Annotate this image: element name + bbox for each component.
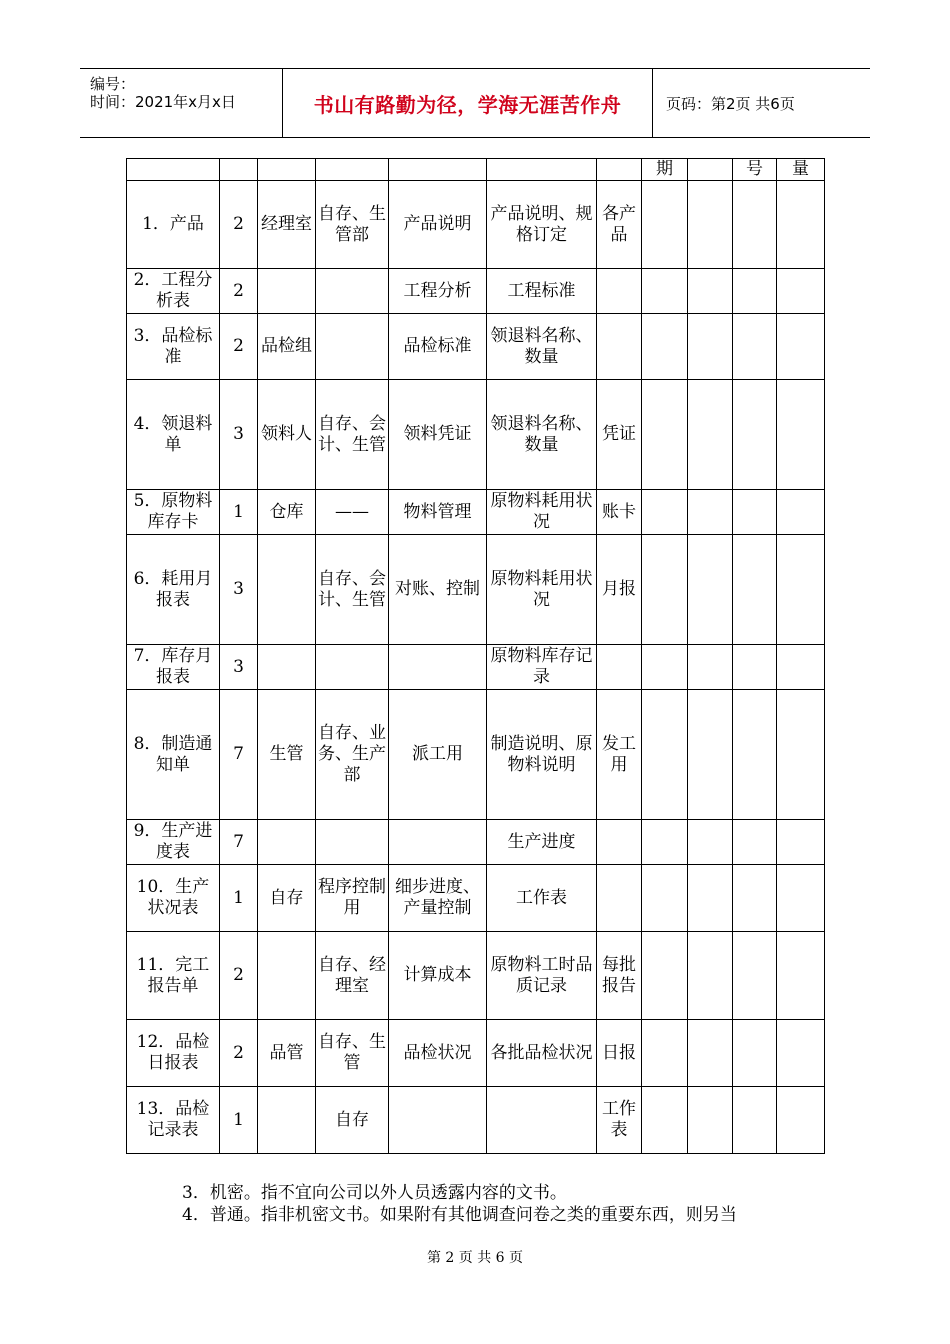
cell-dest [316, 181, 389, 269]
cell-empty [733, 269, 777, 314]
cell-purpose [389, 932, 487, 1020]
cell-empty [688, 932, 733, 1020]
header-page-label: 页码：第2页 共6页 [666, 94, 795, 113]
cell-text: 2 [233, 965, 244, 985]
cell-text: 日报 [602, 1042, 636, 1063]
cell-owner [258, 865, 316, 932]
cell-text: 原物料工时品质记录 [490, 954, 593, 996]
cell-name [127, 865, 220, 932]
cell-owner [258, 1020, 316, 1087]
cell-empty [777, 380, 825, 490]
cell-empty [777, 1087, 825, 1154]
cell-empty [733, 380, 777, 490]
cell-text: 12．品检日报表 [136, 1032, 210, 1073]
cell-text: 2．工程分析表 [133, 270, 213, 311]
cell-text: 自存、会计、生管 [318, 568, 386, 610]
number-label: 编号： [90, 75, 136, 93]
cell-empty [733, 932, 777, 1020]
header-meta [80, 69, 283, 137]
cell-text: 10．生产状况表 [136, 877, 210, 918]
cell-empty [688, 865, 733, 932]
cell-remark [597, 269, 642, 314]
cell-count [220, 690, 258, 820]
cell-name [127, 932, 220, 1020]
table-row [127, 690, 825, 820]
cell-text: 2 [233, 214, 244, 234]
cell-purpose [389, 380, 487, 490]
cell-content [487, 932, 597, 1020]
table-row [127, 380, 825, 490]
cell-text: 品检标准 [403, 336, 472, 356]
cell-count [220, 380, 258, 490]
table-row [127, 932, 825, 1020]
cell-empty [688, 535, 733, 645]
cell-empty [642, 645, 688, 690]
cell-dest [316, 314, 389, 380]
cell-name [127, 314, 220, 380]
cell-empty [733, 1087, 777, 1154]
cell-dest [316, 380, 389, 490]
cell-content [487, 380, 597, 490]
cell-text: 2 [233, 1042, 244, 1063]
table-row [127, 645, 825, 690]
header-cell [258, 159, 316, 181]
cell-text: 各产品 [602, 203, 636, 245]
cell-empty [688, 181, 733, 269]
cell-content [487, 820, 597, 865]
cell-text: 自存 [269, 887, 304, 908]
cell-text: 发工用 [602, 733, 636, 775]
cell-empty [688, 1087, 733, 1154]
cell-text: 品检组 [261, 336, 312, 356]
page-header [80, 68, 870, 138]
cell-text: 工作表 [516, 887, 567, 908]
cell-name [127, 820, 220, 865]
cell-purpose [389, 269, 487, 314]
cell-name [127, 535, 220, 645]
cell-content [487, 269, 597, 314]
cell-empty [642, 490, 688, 535]
cell-content [487, 1087, 597, 1154]
cell-text: 品管 [269, 1042, 304, 1063]
cell-name [127, 690, 220, 820]
cell-empty [733, 690, 777, 820]
cell-text: 仓库 [269, 501, 304, 522]
cell-text: 11．完工报告单 [136, 954, 210, 996]
cell-empty [642, 181, 688, 269]
cell-name [127, 1087, 220, 1154]
cell-text: 3 [233, 579, 244, 599]
cell-owner [258, 380, 316, 490]
cell-content [487, 865, 597, 932]
cell-remark [597, 181, 642, 269]
header-cell [487, 159, 597, 181]
cell-empty [733, 314, 777, 380]
cell-text: 8．制造通知单 [133, 733, 213, 775]
cell-empty [733, 1020, 777, 1087]
cell-name [127, 645, 220, 690]
cell-empty [642, 932, 688, 1020]
cell-empty [777, 645, 825, 690]
cell-empty [688, 645, 733, 690]
cell-text: 2 [233, 280, 244, 301]
paragraph-ordinary: 4．普通。指非机密文书。如果附有其他调查问卷之类的重要东西，则另当 [182, 1205, 737, 1225]
cell-empty [733, 181, 777, 269]
cell-content [487, 181, 597, 269]
cell-text: 1 [233, 501, 244, 522]
cell-empty [688, 380, 733, 490]
cell-owner [258, 932, 316, 1020]
cell-remark [597, 314, 642, 380]
cell-empty [777, 932, 825, 1020]
cell-text: 自存、生管 [318, 1032, 386, 1073]
cell-empty [777, 865, 825, 932]
table-row [127, 820, 825, 865]
cell-name [127, 181, 220, 269]
cell-remark [597, 535, 642, 645]
cell-text: 2 [233, 336, 244, 356]
header-cell [389, 159, 487, 181]
header-cell: 期 [642, 159, 688, 181]
cell-content [487, 690, 597, 820]
cell-text: —— [335, 501, 369, 522]
cell-dest [316, 690, 389, 820]
cell-text: 1 [233, 1109, 244, 1130]
cell-text: 程序控制用 [318, 877, 386, 918]
cell-content [487, 535, 597, 645]
cell-empty [688, 269, 733, 314]
cell-purpose [389, 1020, 487, 1087]
table-row [127, 181, 825, 269]
cell-text: 原物料耗用状况 [490, 491, 593, 532]
cell-content [487, 490, 597, 535]
cell-count [220, 1020, 258, 1087]
cell-remark [597, 820, 642, 865]
header-cell [597, 159, 642, 181]
cell-count [220, 865, 258, 932]
cell-purpose [389, 645, 487, 690]
paragraph-confidential: 3．机密。指不宜向公司以外人员透露内容的文书。 [182, 1183, 567, 1203]
cell-empty [642, 535, 688, 645]
header-cell [127, 159, 220, 181]
cell-text: 7 [233, 744, 244, 764]
cell-empty [733, 645, 777, 690]
cell-text: 月报 [602, 579, 636, 599]
cell-owner [258, 314, 316, 380]
cell-owner [258, 535, 316, 645]
cell-text: 制造说明、原物料说明 [490, 733, 593, 775]
cell-empty [777, 535, 825, 645]
cell-text: 4．领退料单 [133, 413, 213, 455]
cell-empty [777, 690, 825, 820]
cell-text: 1．产品 [142, 214, 204, 234]
cell-empty [642, 269, 688, 314]
date-label: 时间：2021年x月x日 [90, 93, 236, 111]
table-row [127, 314, 825, 380]
cell-owner [258, 269, 316, 314]
cell-text: 原物料耗用状况 [490, 568, 593, 610]
cell-purpose [389, 535, 487, 645]
cell-text: 各批品检状况 [490, 1042, 593, 1063]
cell-owner [258, 645, 316, 690]
cell-name [127, 1020, 220, 1087]
cell-content [487, 645, 597, 690]
cell-empty [688, 820, 733, 865]
cell-owner [258, 181, 316, 269]
cell-count [220, 1087, 258, 1154]
cell-remark [597, 865, 642, 932]
cell-empty [642, 865, 688, 932]
cell-empty [642, 314, 688, 380]
cell-count [220, 314, 258, 380]
cell-empty [777, 269, 825, 314]
cell-empty [777, 181, 825, 269]
cell-dest [316, 1020, 389, 1087]
cell-text: 派工用 [412, 744, 463, 764]
table-row [127, 490, 825, 535]
cell-text: 原物料库存记录 [490, 646, 593, 687]
cell-remark [597, 490, 642, 535]
cell-count [220, 269, 258, 314]
cell-count [220, 932, 258, 1020]
cell-empty [733, 865, 777, 932]
table-row [127, 1020, 825, 1087]
cell-text: 生管 [269, 744, 304, 764]
cell-empty [777, 490, 825, 535]
cell-purpose [389, 865, 487, 932]
cell-text: 3 [233, 656, 244, 677]
cell-text: 5．原物料库存卡 [133, 491, 213, 532]
cell-dest [316, 535, 389, 645]
cell-owner [258, 690, 316, 820]
cell-text: 自存 [335, 1109, 369, 1130]
cell-empty [642, 820, 688, 865]
cell-text: 领退料名称、数量 [490, 325, 593, 367]
cell-dest [316, 865, 389, 932]
header-cell: 号 [733, 159, 777, 181]
cell-purpose [389, 181, 487, 269]
cell-count [220, 490, 258, 535]
cell-text: 自存、会计、生管 [318, 413, 386, 455]
cell-empty [642, 1087, 688, 1154]
cell-text: 生产进度 [507, 831, 576, 852]
cell-text: 自存、业务、生产部 [318, 723, 386, 785]
header-cell: 量 [777, 159, 825, 181]
cell-count [220, 535, 258, 645]
cell-text: 计算成本 [403, 965, 472, 985]
cell-text: 工作表 [602, 1099, 636, 1140]
cell-name [127, 269, 220, 314]
cell-text: 领退料名称、数量 [490, 413, 593, 455]
cell-remark [597, 690, 642, 820]
cell-empty [733, 490, 777, 535]
cell-text: 领料凭证 [403, 424, 472, 444]
cell-text: 产品说明 [403, 214, 472, 234]
cell-text: 物料管理 [403, 501, 472, 522]
table-header-row [127, 159, 825, 181]
cell-purpose [389, 820, 487, 865]
cell-purpose [389, 490, 487, 535]
cell-text: 工程分析 [403, 280, 472, 301]
cell-remark [597, 1020, 642, 1087]
cell-owner [258, 490, 316, 535]
cell-empty [642, 380, 688, 490]
cell-text: 对账、控制 [395, 579, 480, 599]
cell-dest [316, 1087, 389, 1154]
cell-text: 领料人 [261, 424, 312, 444]
cell-dest [316, 932, 389, 1020]
cell-text: 账卡 [602, 501, 636, 522]
cell-text: 1 [233, 887, 244, 908]
cell-content [487, 1020, 597, 1087]
header-motto: 书山有路勤为径，学海无涯苦作舟 [283, 69, 653, 137]
page-footer: 第 2 页 共 6 页 [426, 1250, 524, 1266]
cell-empty [777, 314, 825, 380]
table-row [127, 865, 825, 932]
cell-purpose [389, 690, 487, 820]
cell-count [220, 820, 258, 865]
cell-text: 3．品检标准 [133, 325, 213, 367]
cell-text: 经理室 [261, 214, 312, 234]
cell-text: 9．生产进度表 [133, 821, 213, 862]
cell-name [127, 490, 220, 535]
cell-empty [777, 1020, 825, 1087]
cell-dest [316, 269, 389, 314]
cell-dest [316, 490, 389, 535]
cell-text: 3 [233, 424, 244, 444]
cell-text: 细步进度、产量控制 [395, 877, 480, 918]
cell-dest [316, 645, 389, 690]
cell-empty [688, 314, 733, 380]
cell-remark [597, 1087, 642, 1154]
cell-text: 产品说明、规格订定 [490, 203, 593, 245]
cell-count [220, 181, 258, 269]
cell-text: 自存、经理室 [318, 954, 386, 996]
table-row [127, 269, 825, 314]
cell-remark [597, 645, 642, 690]
cell-text: 凭证 [602, 424, 636, 444]
cell-empty [688, 490, 733, 535]
cell-empty [777, 820, 825, 865]
cell-owner [258, 820, 316, 865]
cell-name [127, 380, 220, 490]
cell-text: 品检状况 [403, 1042, 472, 1063]
document-table [126, 158, 825, 1154]
table-row [127, 1087, 825, 1154]
cell-owner [258, 1087, 316, 1154]
cell-text: 自存、生管部 [318, 203, 386, 245]
header-cell [688, 159, 733, 181]
header-cell [220, 159, 258, 181]
cell-text: 工程标准 [507, 280, 576, 301]
cell-empty [642, 690, 688, 820]
cell-count [220, 645, 258, 690]
cell-text: 13．品检记录表 [136, 1099, 210, 1140]
cell-text: 每批报告 [602, 954, 636, 996]
cell-text: 6．耗用月报表 [133, 568, 213, 610]
cell-purpose [389, 314, 487, 380]
cell-text: 7 [233, 831, 244, 852]
header-cell [316, 159, 389, 181]
cell-empty [733, 820, 777, 865]
cell-remark [597, 932, 642, 1020]
cell-dest [316, 820, 389, 865]
cell-remark [597, 380, 642, 490]
table-row [127, 535, 825, 645]
cell-empty [688, 1020, 733, 1087]
cell-purpose [389, 1087, 487, 1154]
cell-empty [733, 535, 777, 645]
cell-text: 7．库存月报表 [133, 646, 213, 687]
cell-empty [688, 690, 733, 820]
cell-empty [642, 1020, 688, 1087]
cell-content [487, 314, 597, 380]
